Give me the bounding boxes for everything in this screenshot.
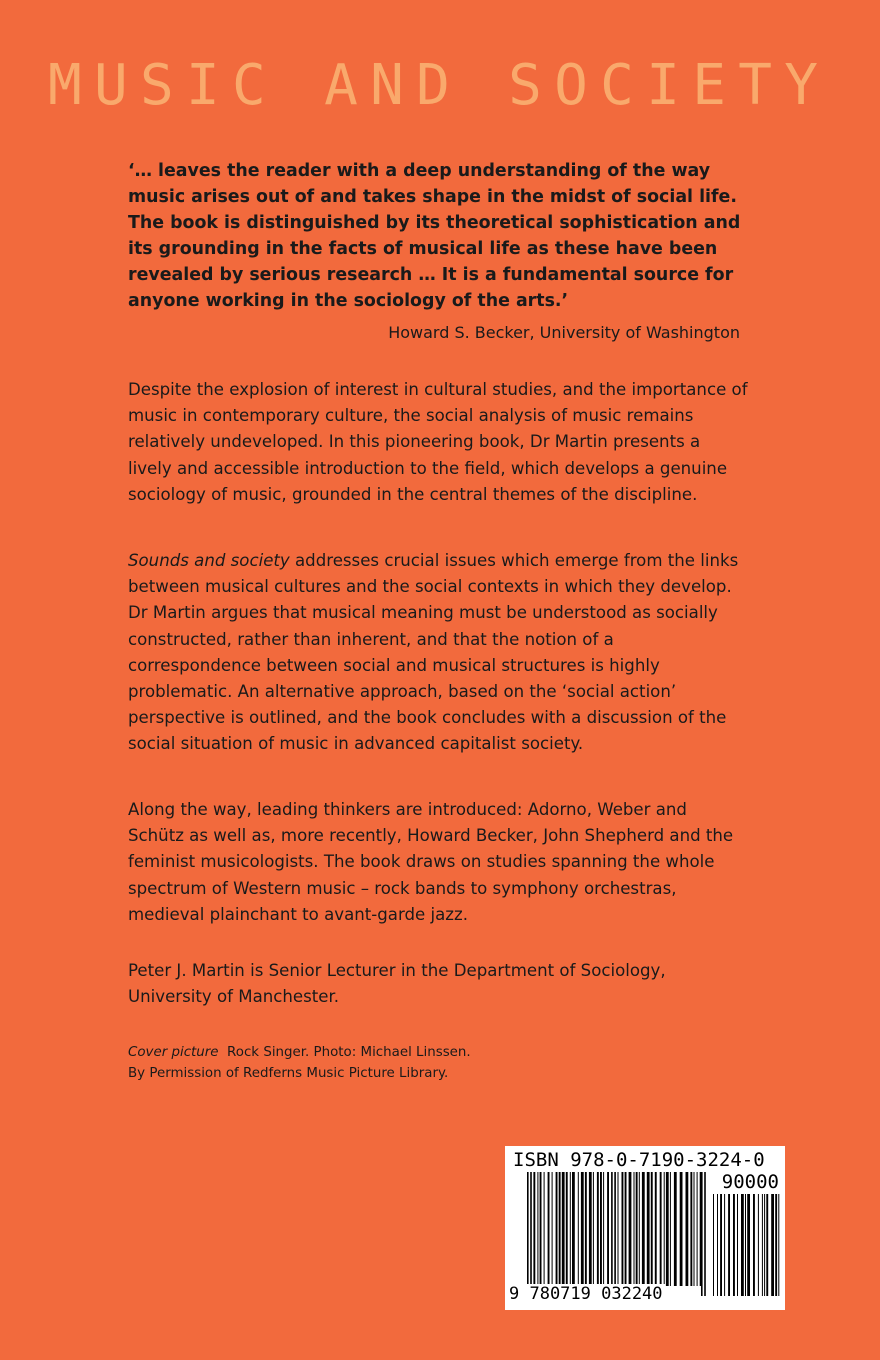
- barcode-bar: [629, 1172, 632, 1286]
- barcode-bar: [537, 1172, 538, 1286]
- blurb-paragraph-2-text: addresses crucial issues which emerge from the links between musical cultures and the social contexts in which they develop. Dr Martin argues that musical meaning must be understood as socially constructed, rather than inherent, and that the notion of a correspondence between social and musical structures is highly problematic. An alternative approach, based on the ‘social action’ perspective is outlined, and the book concludes with a discussion of the social situation of music in advanced capitalist society.: [128, 551, 739, 754]
- barcode-bar: [603, 1172, 604, 1286]
- barcode-bar: [544, 1172, 545, 1286]
- cover-credit: [128, 1043, 728, 1085]
- barcode-bar: [670, 1172, 671, 1286]
- barcode-bar: [581, 1172, 584, 1286]
- barcode-guard-bar: [701, 1172, 703, 1296]
- barcode-addon-bar: [758, 1194, 759, 1296]
- book-title-italic: Sounds and society: [128, 551, 290, 570]
- barcode-addon-bar: [733, 1194, 735, 1296]
- barcode-addon-bar: [717, 1194, 718, 1296]
- barcode-bar: [572, 1172, 575, 1286]
- barcode-bar: [578, 1172, 579, 1286]
- barcode-bar: [589, 1172, 592, 1286]
- isbn-number: ISBN 978-0-7190-3224-0: [513, 1149, 765, 1171]
- barcode-bar: [664, 1172, 665, 1286]
- barcode-addon-bar: [728, 1194, 730, 1296]
- barcode-bar: [625, 1172, 627, 1286]
- series-title: MUSIC AND SOCIETY: [48, 53, 831, 118]
- barcode-addon-bar: [775, 1194, 777, 1296]
- barcode-bar: [552, 1172, 553, 1286]
- barcode-guard-bar: [611, 1172, 613, 1296]
- quote-attribution: Howard S. Becker, University of Washington: [388, 323, 740, 342]
- cover-credit-line-1: Rock Singer. Photo: Michael Linssen.: [227, 1045, 471, 1060]
- barcode-addon-bar: [713, 1194, 714, 1296]
- cover-credit-line-2: By Permission of Redferns Music Picture Library.: [128, 1065, 449, 1081]
- barcode-bar: [556, 1172, 558, 1286]
- barcode-bar: [642, 1172, 645, 1286]
- barcode-bar: [600, 1172, 602, 1286]
- barcode-bar: [597, 1172, 599, 1286]
- barcode-addon-bar: [720, 1194, 722, 1296]
- barcode-guard-bar: [530, 1172, 532, 1296]
- barcode-bar: [666, 1172, 669, 1286]
- barcode-bar: [540, 1172, 542, 1286]
- barcode-addon-bar: [724, 1194, 725, 1296]
- barcode-guard-bar: [614, 1172, 616, 1296]
- barcode-bar: [636, 1172, 638, 1286]
- barcode-bar: [533, 1172, 535, 1286]
- barcode-addon-bar: [762, 1194, 763, 1296]
- endorsement-quote: ‘… leaves the reader with a deep understanding of the way music arises out of and takes shape in the midst of social life. The book is distinguished by its theoretical sophistication and its grounding in the facts of musical life as these have been revealed by serious research … It is a fundamental source for anyone working in the sociology of the arts.’: [128, 161, 741, 311]
- barcode-bar: [593, 1172, 594, 1286]
- barcode-addon-bar: [764, 1194, 765, 1296]
- cover-credit-label: Cover picture: [128, 1045, 219, 1060]
- barcode-bar: [655, 1172, 657, 1286]
- barcode-addon-bar: [753, 1194, 755, 1296]
- ean-digits: 9 780719 032240: [509, 1284, 663, 1304]
- barcode-bar: [634, 1172, 635, 1286]
- barcode-bar: [697, 1172, 698, 1286]
- barcode-bar: [651, 1172, 653, 1286]
- barcode-addon-bar: [778, 1194, 779, 1296]
- barcode-bar: [639, 1172, 640, 1286]
- barcode-guard-bar: [704, 1172, 706, 1296]
- barcode-addon-bar: [747, 1194, 750, 1296]
- blurb-paragraph-2: [128, 548, 748, 758]
- barcode-guard-bar: [527, 1172, 529, 1296]
- barcode-bar: [548, 1172, 550, 1286]
- barcode-bar: [694, 1172, 695, 1286]
- barcode-bar: [562, 1172, 565, 1286]
- barcode-bar: [566, 1172, 568, 1286]
- barcode-bar: [674, 1172, 677, 1286]
- barcode-addon-bar: [741, 1194, 744, 1296]
- barcode-bar: [559, 1172, 561, 1286]
- barcode-bar: [660, 1172, 662, 1286]
- author-bio: Peter J. Martin is Senior Lecturer in the Department of Sociology, University of Manchester.: [128, 961, 666, 1007]
- barcode-bar: [647, 1172, 650, 1286]
- barcode-addon-bar: [771, 1194, 774, 1296]
- barcode-addon-bar: [766, 1194, 768, 1296]
- barcode-bar: [618, 1172, 619, 1286]
- barcode-bar: [622, 1172, 624, 1286]
- barcode-bar: [690, 1172, 692, 1286]
- price-code: 90000: [721, 1171, 779, 1193]
- barcode-addon-bar: [745, 1194, 746, 1296]
- blurb-paragraph-1: Despite the explosion of interest in cultural studies, and the importance of music in contemporary culture, the social analysis of music remains relatively undeveloped. In this pioneering book, Dr Martin presents a lively and accessible introduction to the field, which develops a genuine sociology of music, grounded in the central themes of the discipline.: [128, 380, 748, 504]
- barcode-bar: [686, 1172, 689, 1286]
- barcode-panel: [505, 1146, 785, 1310]
- barcode-bar: [680, 1172, 683, 1286]
- barcode-bar: [607, 1172, 609, 1286]
- blurb-paragraph-3: Along the way, leading thinkers are introduced: Adorno, Weber and Schütz as well as, more recently, Howard Becker, John Shepherd and the feminist musicologists. The book draws on studies spanning the whole spectrum of Western music – rock bands to symphony orchestras, medieval plainchant to avant-garde jazz.: [128, 800, 734, 924]
- barcode-bar: [585, 1172, 587, 1286]
- barcode-bar: [570, 1172, 571, 1286]
- barcode-addon-bar: [737, 1194, 738, 1296]
